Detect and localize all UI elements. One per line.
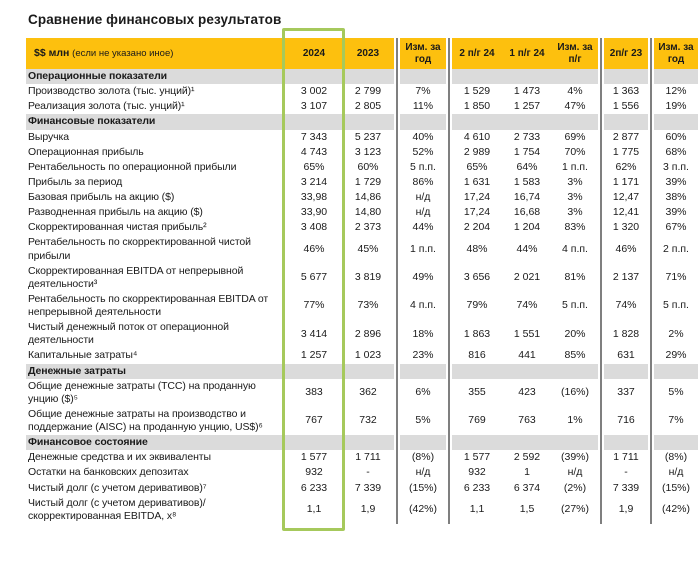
cell-2023: 14,80: [354, 206, 382, 219]
cell-izm-pg: 83%: [564, 221, 586, 234]
section-cell: [502, 364, 552, 379]
row-label: Чистый денежный поток от операционной деятельности: [28, 321, 229, 347]
cell-izm-god-2: н/д: [668, 466, 684, 479]
table-row: [26, 99, 698, 114]
cell-izm-god: 18%: [412, 327, 434, 340]
cell-1pg-24: 1,5: [519, 503, 535, 516]
row-label: Рентабельность по скорректированной чистой прибыли: [28, 236, 251, 262]
cell-izm-pg: (27%): [560, 503, 589, 516]
cell-2pg-24: 1 577: [463, 451, 491, 464]
cell-izm-pg: 3%: [567, 191, 583, 203]
column-header-2pg-23: 2п/г 23: [604, 38, 648, 69]
table-row: [26, 175, 698, 190]
cell-izm-god: 23%: [412, 349, 434, 362]
cell-2pg-23: 631: [617, 349, 635, 362]
table-row: [26, 496, 698, 524]
cell-2024: 33,98: [300, 191, 328, 203]
table-row: [26, 145, 698, 160]
section-cell: [452, 114, 502, 129]
cell-2023: 1 729: [354, 175, 382, 188]
cell-izm-god: 86%: [412, 175, 434, 188]
section-cell: [552, 69, 598, 84]
cell-1pg-24: 44%: [516, 242, 538, 255]
cell-2pg-24: 1,1: [469, 503, 485, 516]
cell-izm-god: 52%: [412, 145, 434, 158]
cell-izm-pg: 69%: [564, 130, 586, 143]
row-label: Операционная прибыль: [28, 145, 144, 158]
cell-1pg-24: 1 204: [513, 221, 541, 234]
cell-2024: 1 577: [300, 451, 328, 464]
cell-1pg-24: 1: [524, 466, 530, 479]
table-row: [26, 450, 698, 465]
cell-2pg-23: 337: [617, 386, 635, 399]
cell-2pg-23: 1,9: [618, 503, 634, 516]
financial-comparison-table: [26, 38, 698, 524]
table-row: [26, 205, 698, 220]
row-label: Чистый долг (с учетом деривативов)/скорректированная EBITDA, x⁸: [28, 496, 206, 522]
cell-izm-god: 49%: [412, 271, 434, 284]
cell-2023: 362: [359, 386, 377, 399]
cell-1pg-24: 6 374: [513, 481, 541, 494]
cell-2024: 3 107: [300, 100, 328, 113]
cell-2023: -: [366, 466, 370, 479]
cell-2023: 60%: [357, 160, 379, 173]
cell-izm-god-2: 5 п.п.: [663, 299, 689, 312]
section-row: [26, 114, 698, 129]
section-cell: [452, 435, 502, 450]
cell-1pg-24: 423: [518, 386, 536, 399]
cell-1pg-24: 74%: [516, 299, 538, 312]
table-row: [26, 190, 698, 205]
cell-2023: 2 373: [354, 221, 382, 234]
section-cell: [502, 69, 552, 84]
cell-2024: 6 233: [300, 481, 328, 494]
cell-izm-god-2: 5%: [668, 386, 684, 399]
cell-2024: 1,1: [306, 503, 322, 516]
cell-2024: 3 408: [300, 221, 328, 234]
cell-izm-god: н/д: [415, 206, 431, 219]
section-cell: [400, 114, 446, 129]
section-cell: [654, 69, 698, 84]
row-label: Разводненная прибыль на акцию ($): [28, 206, 203, 219]
cell-2pg-23: 2 137: [612, 271, 640, 284]
cell-2024: 7 343: [300, 130, 328, 143]
cell-izm-pg: 1%: [567, 414, 583, 427]
section-row: [26, 69, 698, 84]
cell-izm-pg: 3%: [567, 175, 583, 188]
table-row: [26, 348, 698, 363]
cell-2pg-24: 6 233: [463, 481, 491, 494]
cell-2023: 1 711: [355, 451, 381, 464]
cell-1pg-24: 763: [518, 414, 536, 427]
cell-1pg-24: 1 754: [513, 145, 541, 158]
section-label: Операционные показатели: [26, 69, 286, 84]
table-row: [26, 292, 698, 320]
cell-izm-pg: 81%: [564, 271, 586, 284]
cell-2pg-23: 1 556: [612, 100, 640, 113]
row-label: Общие денежные затраты (TCC) на проданную унцию ($)⁵: [28, 379, 256, 405]
cell-izm-pg: 70%: [564, 145, 586, 158]
cell-2024: 3 002: [300, 85, 328, 98]
comparison-table-wrap: [26, 38, 698, 524]
cell-2pg-23: 1 828: [612, 327, 640, 340]
table-row: [26, 220, 698, 235]
cell-izm-god-2: 3 п.п.: [663, 160, 689, 173]
section-cell: [342, 364, 394, 379]
cell-izm-god-2: 2 п.п.: [663, 242, 689, 255]
cell-2023: 2 805: [354, 100, 382, 113]
cell-1pg-24: 16,68: [513, 206, 541, 219]
cell-izm-pg: (2%): [563, 481, 587, 494]
table-row: [26, 130, 698, 145]
cell-2023: 2 799: [354, 85, 382, 98]
cell-2023: 73%: [357, 299, 379, 312]
section-cell: [342, 69, 394, 84]
column-header-2024: 2024: [286, 38, 342, 69]
table-row: [26, 84, 698, 99]
section-row: [26, 364, 698, 379]
row-label: Общие денежные затраты на производство и поддержание (AISC) на проданную унцию, US$)⁶: [28, 407, 263, 433]
section-label: Денежные затраты: [26, 364, 286, 379]
section-cell: [286, 69, 342, 84]
cell-izm-god: 6%: [415, 386, 431, 399]
cell-izm-god-2: 7%: [668, 414, 684, 427]
table-row: [26, 465, 698, 480]
section-cell: [286, 114, 342, 129]
cell-2pg-24: 816: [468, 349, 486, 362]
cell-2pg-24: 17,24: [463, 206, 491, 219]
section-cell: [654, 364, 698, 379]
header-row: [26, 38, 698, 69]
cell-izm-god: 40%: [412, 130, 434, 143]
row-label: Денежные средства и их эквиваленты: [28, 451, 211, 464]
column-header-izm-pg: Изм. за п/г: [552, 38, 598, 69]
column-header-2pg-24: 2 п/г 24: [452, 38, 502, 69]
row-label: Рентабельность по скорректированная EBITDA от непрерывной деятельности: [28, 292, 269, 318]
cell-1pg-24: 1 257: [513, 100, 541, 113]
cell-izm-god-2: 12%: [665, 85, 687, 98]
cell-izm-god-2: 2%: [668, 327, 684, 340]
section-cell: [400, 69, 446, 84]
cell-izm-pg: 3%: [567, 206, 583, 219]
cell-2pg-23: 716: [617, 414, 635, 427]
table-row: [26, 235, 698, 263]
cell-2pg-24: 1 631: [463, 175, 491, 188]
row-label: Выручка: [28, 130, 69, 143]
cell-2023: 3 123: [354, 145, 382, 158]
cell-izm-god-2: 60%: [665, 130, 687, 143]
cell-2023: 3 819: [354, 271, 382, 284]
cell-2pg-24: 769: [468, 414, 486, 427]
cell-1pg-24: 1 473: [513, 85, 541, 98]
cell-izm-god: (8%): [411, 451, 435, 464]
page-title: Сравнение финансовых результатов: [28, 12, 282, 27]
row-label: Базовая прибыль на акцию ($): [28, 191, 175, 203]
cell-2pg-23: 1 775: [612, 145, 640, 158]
cell-2pg-24: 1 850: [463, 100, 491, 113]
cell-izm-pg: 4%: [567, 85, 583, 98]
cell-2pg-24: 1 529: [463, 85, 491, 98]
cell-izm-god: 1 п.п.: [410, 242, 436, 255]
cell-1pg-24: 1 551: [513, 327, 541, 340]
cell-2024: 3 414: [300, 327, 328, 340]
section-label: Финансовые показатели: [26, 114, 286, 129]
cell-2pg-24: 79%: [466, 299, 488, 312]
row-label: Скорректированная EBITDA от непрерывной деятельности³: [28, 264, 244, 290]
section-cell: [502, 435, 552, 450]
cell-2pg-23: 1 320: [612, 221, 640, 234]
cell-2024: 65%: [303, 160, 325, 173]
section-cell: [552, 114, 598, 129]
cell-2pg-23: 1 171: [612, 175, 640, 188]
cell-izm-pg: (16%): [560, 386, 589, 399]
cell-izm-god-2: 39%: [665, 206, 687, 219]
row-label: Остатки на банковских депозитах: [28, 466, 189, 479]
cell-izm-god: 5%: [415, 414, 431, 427]
cell-1pg-24: 2 592: [513, 451, 541, 464]
row-label: Чистый долг (с учетом деривативов)⁷: [28, 481, 207, 494]
cell-izm-god: 11%: [412, 100, 434, 113]
cell-izm-pg: н/д: [567, 466, 583, 479]
table-row: [26, 407, 698, 435]
cell-2pg-24: 3 656: [463, 271, 491, 284]
cell-2024: 3 214: [300, 175, 328, 188]
cell-2024: 1 257: [300, 349, 328, 362]
cell-izm-pg: 20%: [564, 327, 586, 340]
cell-2024: 932: [305, 466, 323, 479]
cell-izm-god: 7%: [415, 85, 431, 98]
column-header-izm-god: Изм. за год: [400, 38, 446, 69]
section-cell: [400, 364, 446, 379]
cell-izm-god-2: 71%: [665, 271, 687, 284]
section-cell: [604, 364, 648, 379]
cell-2pg-24: 17,24: [463, 191, 491, 203]
section-cell: [286, 364, 342, 379]
cell-2pg-23: 2 877: [612, 130, 640, 143]
cell-izm-pg: 85%: [564, 349, 586, 362]
cell-izm-god-2: 38%: [665, 191, 687, 203]
section-cell: [604, 435, 648, 450]
section-cell: [502, 114, 552, 129]
cell-2pg-24: 1 863: [463, 327, 491, 340]
cell-2pg-23: 12,47: [612, 191, 640, 203]
cell-izm-pg: 5 п.п.: [562, 299, 588, 312]
cell-izm-god-2: 39%: [665, 175, 687, 188]
cell-2023: 1 023: [354, 349, 382, 362]
cell-2024: 383: [305, 386, 323, 399]
cell-2023: 14,86: [354, 191, 382, 203]
cell-2pg-23: 74%: [615, 299, 637, 312]
units-header-cell: [26, 38, 286, 69]
units-label: $$ млн: [34, 47, 70, 60]
section-row: [26, 435, 698, 450]
cell-izm-god-2: 67%: [665, 221, 687, 234]
cell-izm-god-2: (8%): [664, 451, 688, 464]
section-cell: [452, 69, 502, 84]
cell-izm-god: 4 п.п.: [410, 299, 436, 312]
cell-2023: 5 237: [354, 130, 382, 143]
table-row: [26, 379, 698, 407]
cell-2pg-23: 1 711: [613, 451, 639, 464]
cell-2pg-23: 7 339: [612, 481, 640, 494]
section-cell: [342, 435, 394, 450]
section-cell: [654, 435, 698, 450]
cell-2pg-24: 932: [468, 466, 486, 479]
cell-2024: 33,90: [300, 206, 328, 219]
row-label: Скорректированная чистая прибыль²: [28, 221, 207, 234]
cell-1pg-24: 2 021: [513, 271, 541, 284]
section-cell: [654, 114, 698, 129]
cell-2024: 46%: [303, 242, 325, 255]
section-cell: [342, 114, 394, 129]
cell-izm-god-2: 68%: [665, 145, 687, 158]
cell-2pg-24: 2 989: [463, 145, 491, 158]
cell-2024: 5 677: [300, 271, 328, 284]
cell-izm-god-2: 19%: [665, 100, 687, 113]
row-label: Капитальные затраты⁴: [28, 349, 138, 362]
cell-izm-god-2: (15%): [661, 481, 690, 494]
cell-1pg-24: 16,74: [513, 191, 541, 203]
cell-izm-pg: 1 п.п.: [562, 160, 588, 173]
cell-2pg-23: 12,41: [612, 206, 640, 219]
row-label: Производство золота (тыс. унций)¹: [28, 85, 195, 98]
cell-1pg-24: 2 733: [513, 130, 541, 143]
section-cell: [400, 435, 446, 450]
cell-1pg-24: 1 583: [513, 175, 541, 188]
units-note: (если не указано иное): [72, 48, 174, 60]
row-label: Прибыль за период: [28, 175, 123, 188]
cell-2pg-24: 355: [468, 386, 486, 399]
cell-izm-god-2: 29%: [665, 349, 687, 362]
table-row: [26, 320, 698, 348]
cell-2pg-23: 1 363: [612, 85, 640, 98]
cell-2023: 7 339: [354, 481, 382, 494]
cell-izm-god: 44%: [412, 221, 434, 234]
section-cell: [552, 364, 598, 379]
cell-2023: 45%: [357, 242, 379, 255]
table-row: [26, 264, 698, 292]
cell-2pg-23: 46%: [615, 242, 637, 255]
table-row: [26, 481, 698, 496]
cell-2pg-23: 62%: [615, 160, 637, 173]
cell-2024: 767: [305, 414, 323, 427]
row-label: Рентабельность по операционной прибыли: [28, 160, 237, 173]
cell-izm-god: н/д: [415, 191, 431, 203]
cell-2pg-24: 48%: [466, 242, 488, 255]
cell-izm-god-2: (42%): [661, 503, 690, 516]
column-header-1pg-24: 1 п/г 24: [502, 38, 552, 69]
section-cell: [604, 114, 648, 129]
section-label: Финансовое состояние: [26, 435, 286, 450]
cell-izm-pg: (39%): [560, 451, 589, 464]
cell-2pg-24: 2 204: [463, 221, 491, 234]
cell-2pg-23: -: [624, 466, 628, 479]
column-header-2023: 2023: [342, 38, 394, 69]
cell-2024: 77%: [303, 299, 325, 312]
cell-1pg-24: 64%: [516, 160, 538, 173]
cell-2024: 4 743: [300, 145, 328, 158]
cell-izm-pg: 47%: [564, 100, 586, 113]
cell-izm-god: 5 п.п.: [410, 160, 436, 173]
section-cell: [452, 364, 502, 379]
cell-izm-god: (42%): [408, 503, 437, 516]
section-cell: [552, 435, 598, 450]
cell-izm-god: (15%): [408, 481, 437, 494]
cell-2023: 1,9: [360, 503, 376, 516]
cell-1pg-24: 441: [518, 349, 536, 362]
column-header-izm-god-2: Изм. за год: [654, 38, 698, 69]
cell-2pg-24: 4 610: [463, 130, 491, 143]
cell-2023: 2 896: [354, 327, 382, 340]
cell-2pg-24: 65%: [466, 160, 488, 173]
cell-2023: 732: [359, 414, 377, 427]
table-row: [26, 160, 698, 175]
cell-izm-god: н/д: [415, 466, 431, 479]
cell-izm-pg: 4 п.п.: [562, 242, 588, 255]
section-cell: [286, 435, 342, 450]
section-cell: [604, 69, 648, 84]
row-label: Реализация золота (тыс. унций)¹: [28, 100, 185, 113]
